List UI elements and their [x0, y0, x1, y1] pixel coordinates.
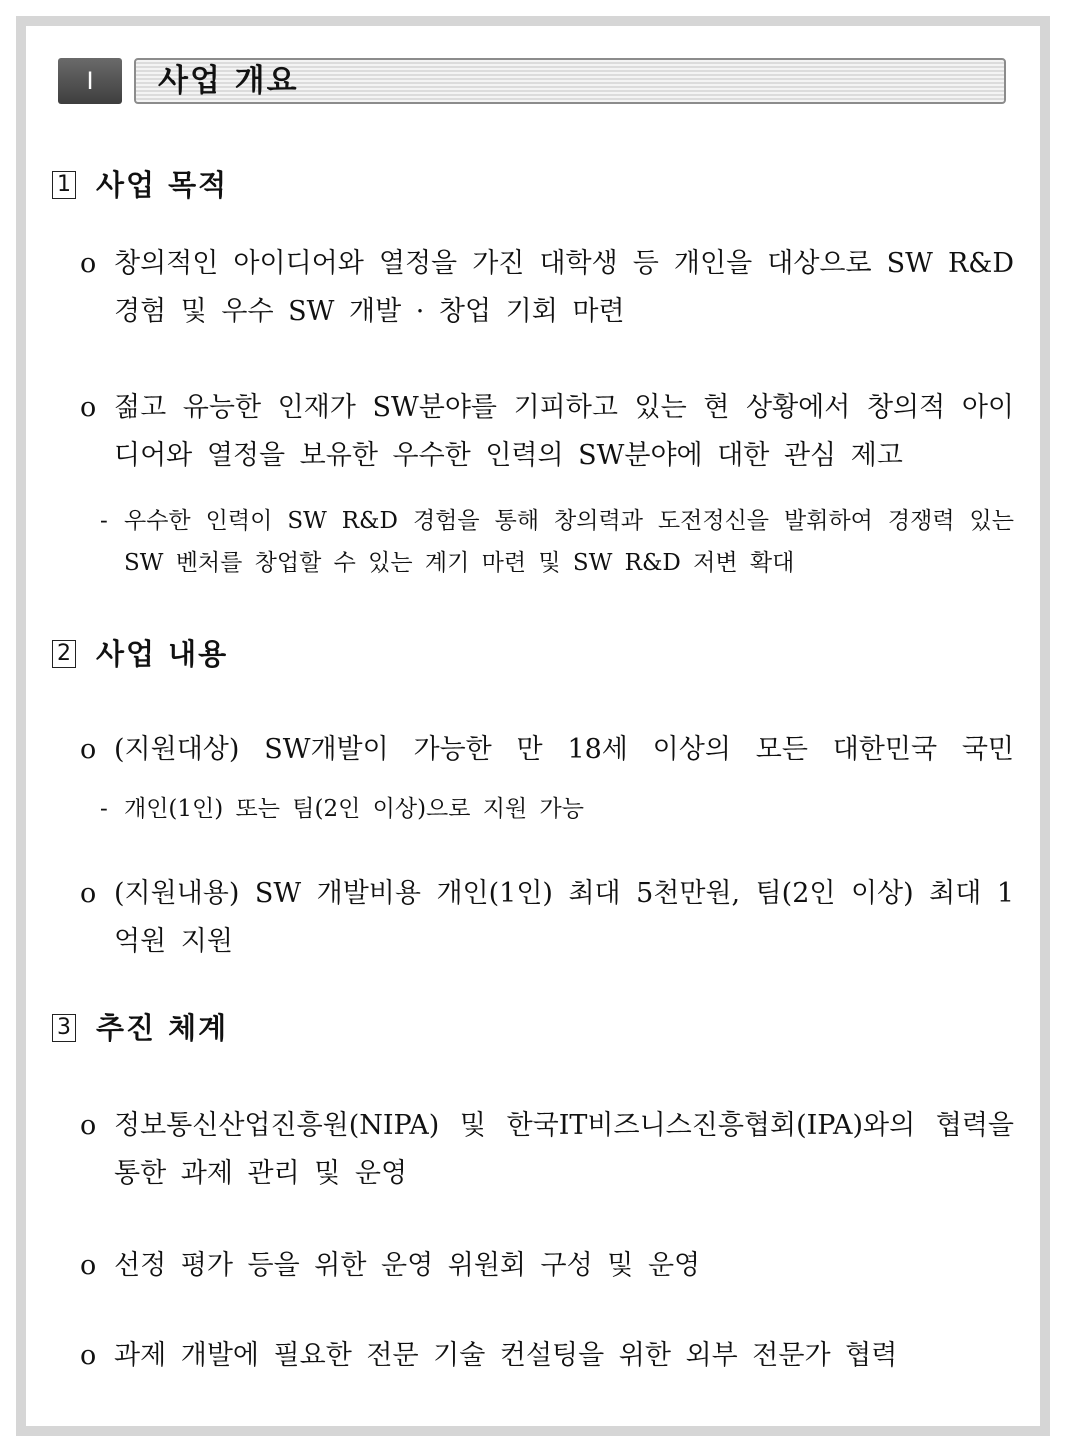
bullet-text: 창의적인 아이디어와 열정을 가진 대학생 등 개인을 대상으로 SW R&D 경험 및 우수 SW 개발 · 창업 기회 마련: [114, 248, 1014, 327]
bullet-text: 과제 개발에 필요한 전문 기술 컨설팅을 위한 외부 전문가 협력: [114, 1340, 898, 1371]
bullet-mark: o: [80, 1110, 97, 1141]
sub-bullet-text: 개인(1인) 또는 팀(2인 이상)으로 지원 가능: [124, 796, 584, 822]
bullet-text: (지원대상) SW개발이 가능한 만 18세 이상의 모든 대한민국 국민: [114, 734, 1014, 765]
list-item: [80, 1332, 1014, 1380]
bullet-mark: o: [80, 392, 97, 423]
sub-list-item: [100, 500, 1014, 584]
bullet-mark: o: [80, 878, 97, 909]
sub-bullet-text: 우수한 인력이 SW R&D 경험을 통해 창의력과 도전정신을 발휘하여 경쟁력 있는 SW 벤처를 창업할 수 있는 계기 마련 및 SW R&D 저변 확대: [124, 508, 1014, 576]
section-heading-1: [52, 167, 228, 203]
chapter-header: [58, 58, 1006, 104]
chapter-number: Ⅰ: [58, 58, 122, 104]
chapter-title: 사업 개요: [158, 63, 299, 99]
bullet-text: 정보통신산업진흥원(NIPA) 및 한국IT비즈니스진흥협회(IPA)와의 협력을 통한 과제 관리 및 운영: [114, 1110, 1014, 1189]
bullet-mark: o: [80, 1250, 97, 1281]
sub-bullet-mark: -: [100, 508, 108, 534]
list-item: [80, 870, 1014, 966]
list-item: [80, 1102, 1014, 1198]
bullet-text: 선정 평가 등을 위한 운영 위원회 구성 및 운영: [114, 1250, 701, 1281]
section-title: 추진 체계: [96, 1011, 229, 1045]
section-title: 사업 내용: [96, 637, 229, 671]
bullet-mark: o: [80, 734, 97, 765]
section-heading-2: [52, 636, 228, 672]
bullet-mark: o: [80, 248, 97, 279]
section-title: 사업 목적: [96, 168, 229, 202]
sub-bullet-mark: -: [100, 796, 108, 822]
list-item: [80, 384, 1014, 480]
section-number: 1: [52, 171, 76, 199]
list-item: [80, 726, 1014, 774]
list-item: [80, 1242, 1014, 1290]
section-heading-3: [52, 1010, 228, 1046]
section-number: 2: [52, 640, 76, 668]
section-number: 3: [52, 1014, 76, 1042]
chapter-title-bar: [134, 58, 1006, 104]
list-item: [80, 240, 1014, 336]
sub-list-item: [100, 788, 1014, 830]
bullet-mark: o: [80, 1340, 97, 1371]
bullet-text: (지원내용) SW 개발비용 개인(1인) 최대 5천만원, 팀(2인 이상) 최대 1억원 지원: [114, 878, 1014, 957]
bullet-text: 젊고 유능한 인재가 SW분야를 기피하고 있는 현 상황에서 창의적 아이디어와 열정을 보유한 우수한 인력의 SW분야에 대한 관심 제고: [114, 392, 1014, 471]
